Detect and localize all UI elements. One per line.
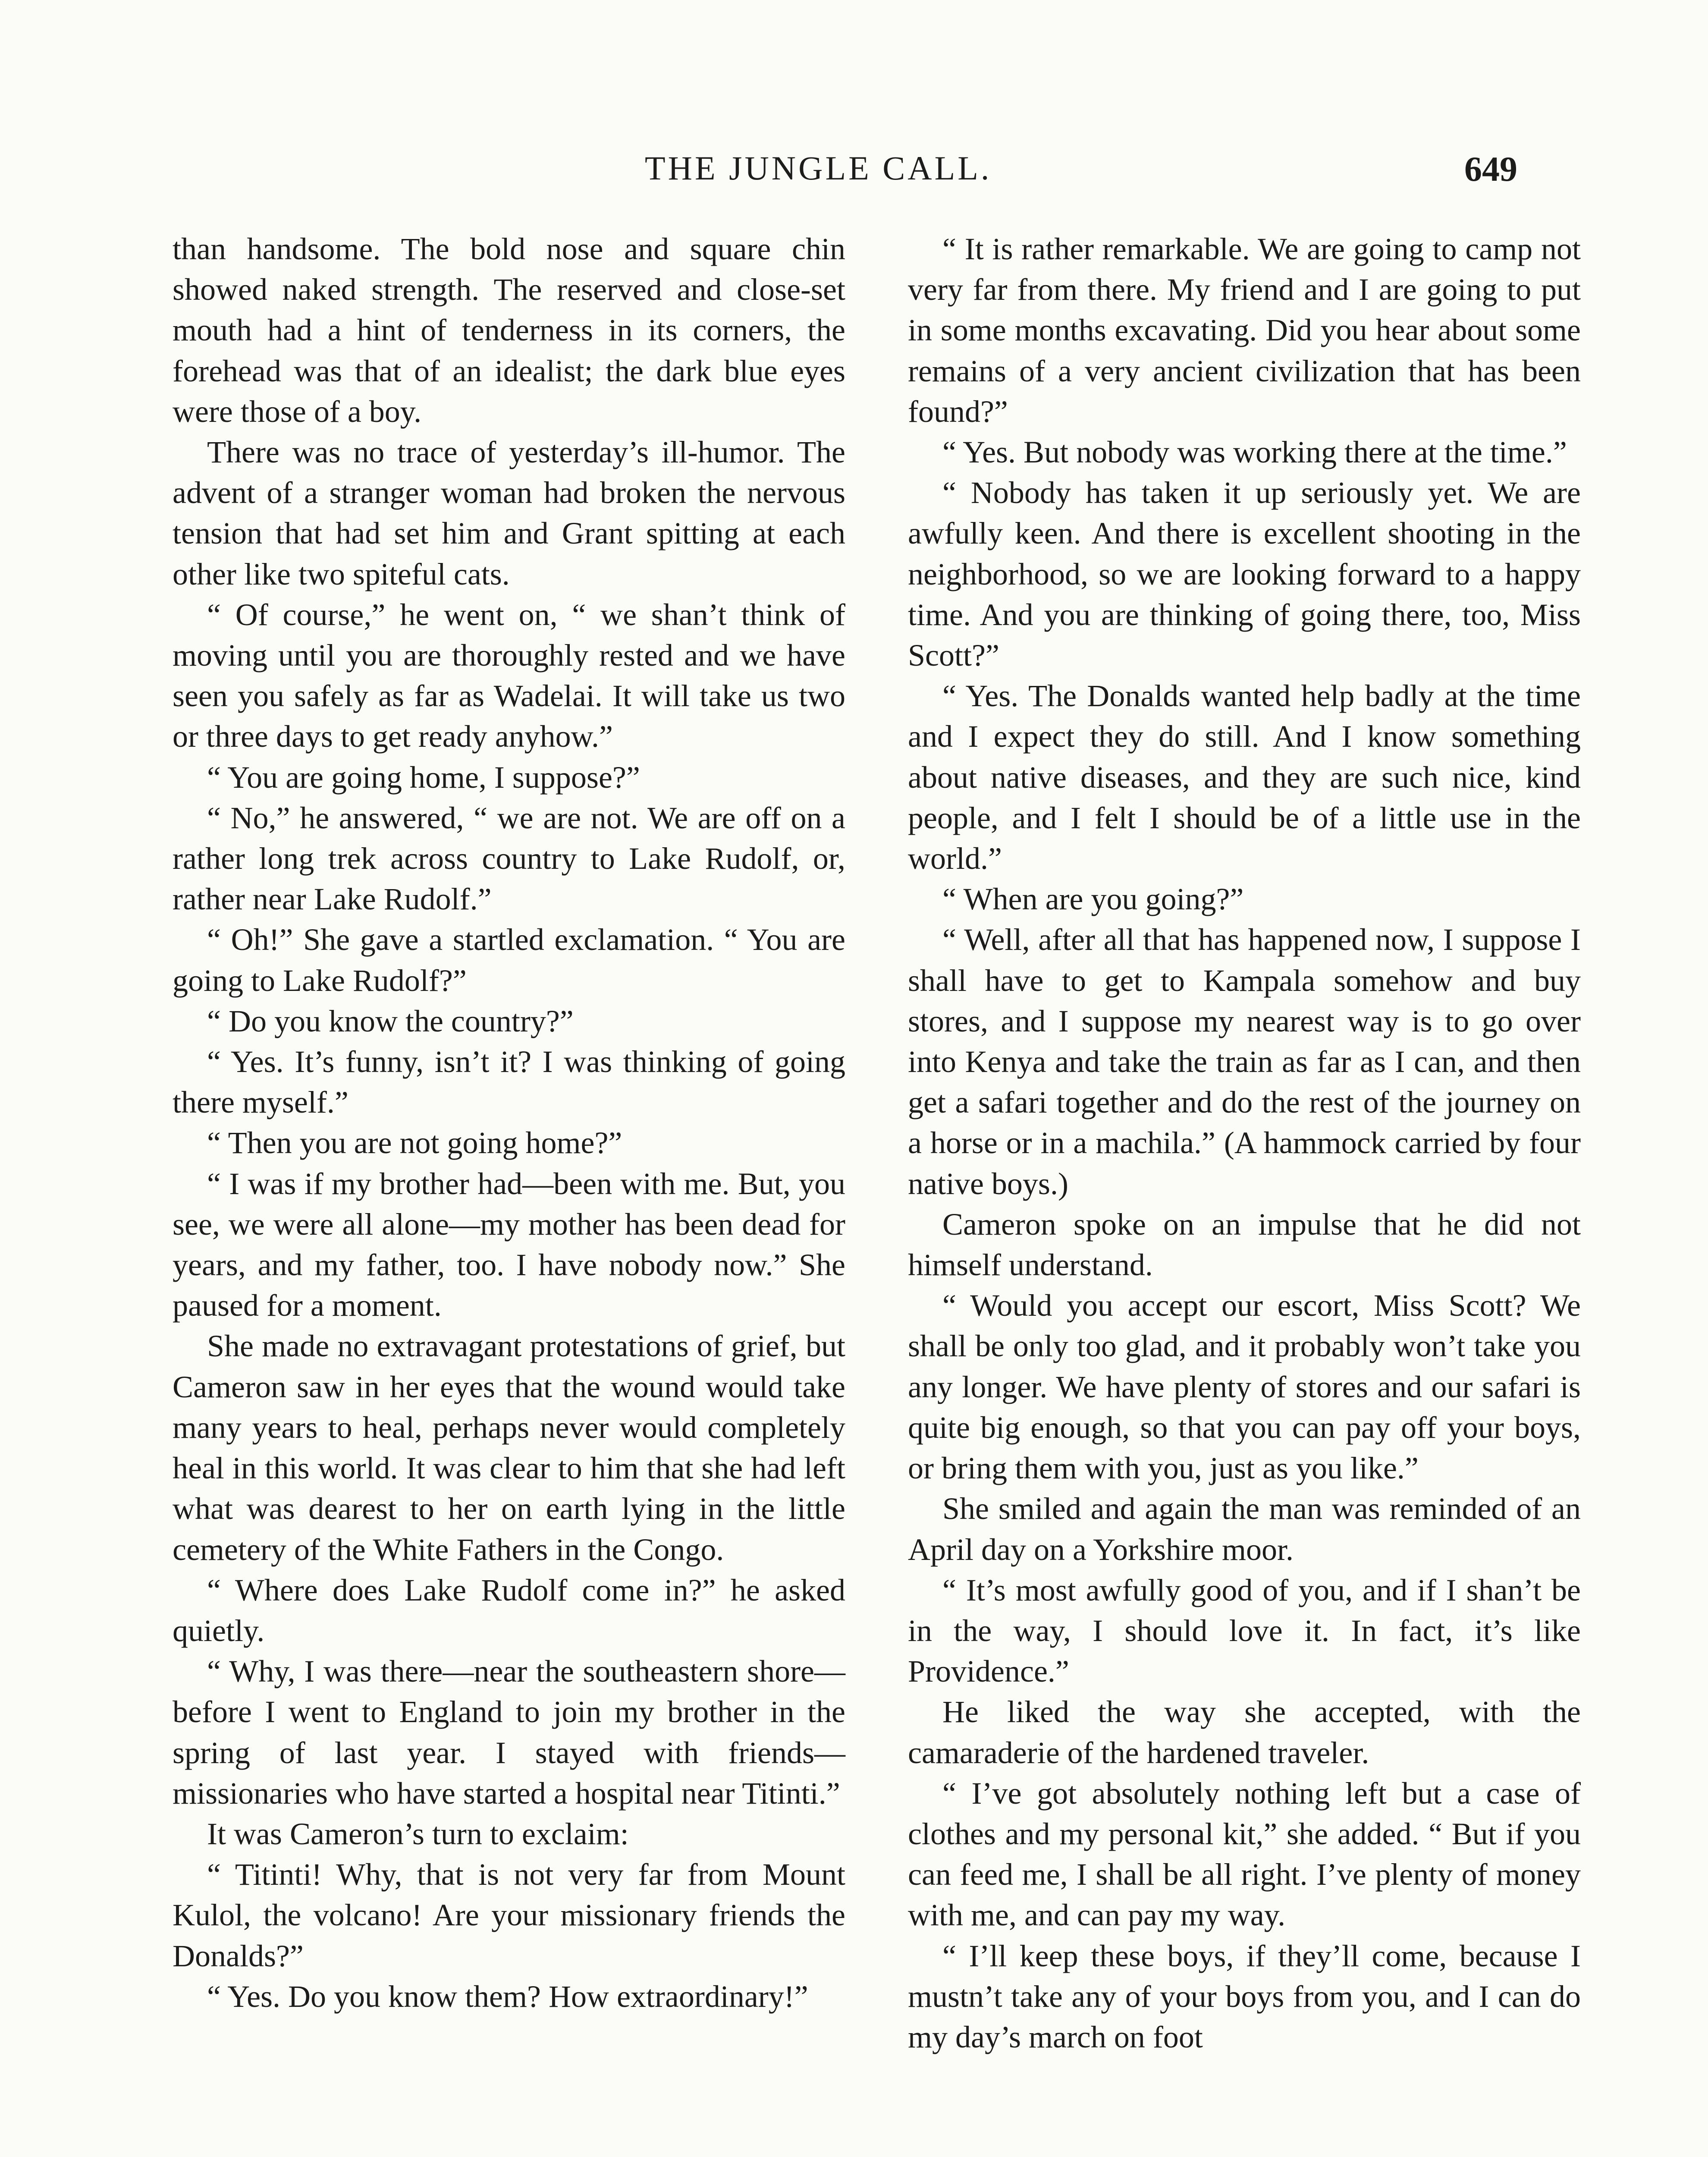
paragraph: “ Of course,” he went on, “ we shan’t think of moving until you are thoroughly rested and we have seen you safely as far as Wadelai. It will take us two or three days to get ready anyhow.”	[173, 597, 845, 754]
paragraph: Cameron spoke on an impulse that he did not himself understand.	[908, 1207, 1581, 1283]
paragraph: “ Nobody has taken it up seriously yet. We are awfully keen. And there is excellent shooting in the neighborhood, so we are looking forward to a happy time. And you are thinking of going there, too, Miss Scott?”	[908, 475, 1581, 673]
paragraph: He liked the way she accepted, with the camaraderie of the hardened traveler.	[908, 1695, 1581, 1770]
paragraph: “ It’s most awfully good of you, and if I shan’t be in the way, I should love it. In fact, it’s like Providence.”	[908, 1572, 1581, 1689]
paragraph: She smiled and again the man was reminded of an April day on a Yorkshire moor.	[908, 1491, 1581, 1567]
text-column-right	[908, 229, 1581, 2057]
paragraph: “ Titinti! Why, that is not very far from Mount Kulol, the volcano! Are your missionary friends the Donalds?”	[173, 1857, 845, 1973]
paragraph: “ Do you know the country?”	[207, 1003, 574, 1038]
paragraph: than handsome. The bold nose and square chin showed naked strength. The reserved and close-set mouth had a hint of tenderness in its corners, the forehead was that of an idealist; the dark blue eyes were those of a boy.	[173, 232, 845, 429]
paragraph: “ I’ve got absolutely nothing left but a case of clothes and my personal kit,” she added. “ But if you can feed me, I shall be all right. I’ve plenty of money with me, and can pay my way.	[908, 1776, 1581, 1933]
paragraph: “ Then you are not going home?”	[207, 1126, 622, 1160]
paragraph: There was no trace of yesterday’s ill-humor. The advent of a stranger woman had broken the nervous tension that had set him and Grant spitting at each other like two spiteful cats.	[173, 435, 845, 591]
paragraph: “ It is rather remarkable. We are going to camp not very far from there. My friend and I are going to put in some months excavating. Did you hear about some remains of a very ancient civilization that has been found?”	[908, 232, 1581, 429]
paragraph: “ I was if my brother had—been with me. But, you see, we were all alone—my mother has been dead for years, and my father, too. I have nobody now.” She paused for a moment.	[173, 1166, 845, 1323]
paragraph: “ When are you going?”	[942, 882, 1244, 917]
paragraph: “ Oh!” She gave a startled exclamation. “ You are going to Lake Rudolf?”	[173, 922, 845, 998]
paragraph: “ I’ll keep these boys, if they’ll come, because I mustn’t take any of your boys from you, and I can do my day’s march on foot	[908, 1938, 1581, 2054]
paragraph: “ Why, I was there—near the southeastern shore—before I went to England to join my brother in the spring of last year. I stayed with friends—missionaries who have started a hospital near Titinti.”	[173, 1654, 845, 1811]
paragraph: She made no extravagant protestations of grief, but Cameron saw in her eyes that the wound would take many years to heal, perhaps never would completely heal in this world. It was clear to him that she had left what was dearest to her on earth lying in the little cemetery of the White Fathers in the Congo.	[173, 1329, 845, 1567]
running-head	[0, 149, 1708, 196]
running-title: THE JUNGLE CALL.	[645, 149, 992, 187]
page-number: 649	[1464, 149, 1517, 189]
paragraph: “ Yes. The Donalds wanted help badly at the time and I expect they do still. And I know something about native diseases, and they are such nice, kind people, and I felt I should be of a little use in the world.”	[908, 679, 1581, 876]
paragraph: “ Would you accept our escort, Miss Scott? We shall be only too glad, and it probably won’t take you any longer. We have plenty of stores and our safari is quite big enough, so that you can pay off your boys, or bring them with you, just as you like.”	[908, 1288, 1581, 1486]
paragraph: “ Yes. It’s funny, isn’t it? I was thinking of going there myself.”	[173, 1044, 845, 1120]
paragraph: It was Cameron’s turn to exclaim:	[207, 1816, 629, 1851]
paragraph: “ You are going home, I suppose?”	[207, 760, 640, 795]
text-column-left	[173, 229, 845, 2017]
paragraph: “ Yes. But nobody was working there at the time.”	[942, 435, 1567, 470]
paragraph: “ Where does Lake Rudolf come in?” he asked quietly.	[173, 1572, 845, 1648]
paragraph: “ Well, after all that has happened now, I suppose I shall have to get to Kampala somehow and buy stores, and I suppose my nearest way is to go over into Kenya and take the train as far as I can, and then get a safari together and do the rest of the journey on a horse or in a machila.” (A hammock carried by four native boys.)	[908, 922, 1581, 1201]
paragraph: “ Yes. Do you know them? How extraordinary!”	[207, 1979, 808, 2014]
paragraph: “ No,” he answered, “ we are not. We are off on a rather long trek across country to Lake Rudolf, or, rather near Lake Rudolf.”	[173, 800, 845, 917]
